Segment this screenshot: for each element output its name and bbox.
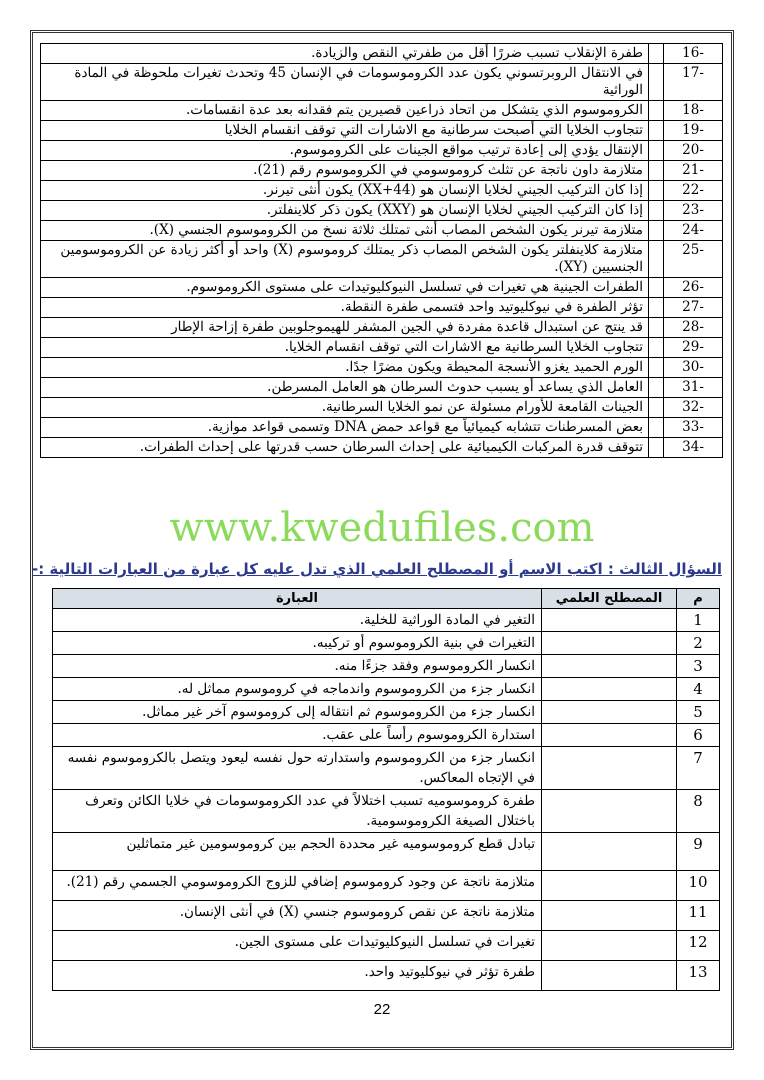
statement-text: انكسار الكروموسوم وفقد جزءًا منه. — [53, 655, 542, 678]
row-number: -21 — [664, 161, 723, 181]
answer-cell[interactable] — [649, 64, 664, 101]
statement-text: تبادل قطع كروموسوميه غير محددة الحجم بين كروموسومين غير متماثلين — [53, 833, 542, 871]
table-row — [41, 318, 723, 338]
statement-text: بعض المسرطنات تتشابه كيميائياً مع قواعد حمض DNA وتسمى قواعد موازية. — [41, 418, 649, 438]
table-row — [41, 121, 723, 141]
header-term: المصطلح العلمي — [542, 589, 677, 609]
row-number: -17 — [664, 64, 723, 101]
answer-cell[interactable] — [649, 318, 664, 338]
row-number: -30 — [664, 358, 723, 378]
row-number: -29 — [664, 338, 723, 358]
row-number: -25 — [664, 241, 723, 278]
term-answer-cell[interactable] — [542, 871, 677, 901]
statement-text: الإنتقال يؤدي إلى إعادة ترتيب مواقع الجينات على الكروموسوم. — [41, 141, 649, 161]
row-number: -27 — [664, 298, 723, 318]
table-row — [53, 632, 720, 655]
table-row — [53, 724, 720, 747]
term-answer-cell[interactable] — [542, 931, 677, 961]
statement-text: تغيرات في تسلسل النيوكليوتيدات على مستوى الجين. — [53, 931, 542, 961]
term-answer-cell[interactable] — [542, 724, 677, 747]
table-row — [41, 378, 723, 398]
statement-text: استدارة الكروموسوم رأساً على عقب. — [53, 724, 542, 747]
statement-text: تتوقف قدرة المركبات الكيميائية على إحداث السرطان حسب قدرتها على إحداث الطفرات. — [41, 438, 649, 458]
statement-text: الجينات القامعة للأورام مسئولة عن نمو الخلايا السرطانية. — [41, 398, 649, 418]
answer-cell[interactable] — [649, 418, 664, 438]
table-row — [53, 747, 720, 790]
table-row — [41, 278, 723, 298]
row-number: -24 — [664, 221, 723, 241]
answer-cell[interactable] — [649, 161, 664, 181]
table-row — [41, 101, 723, 121]
term-answer-cell[interactable] — [542, 655, 677, 678]
answer-cell[interactable] — [649, 298, 664, 318]
row-number: -22 — [664, 181, 723, 201]
row-number: -18 — [664, 101, 723, 121]
table-row — [41, 338, 723, 358]
statement-text: في الانتقال الروبرتسوني يكون عدد الكروموسومات في الإنسان 45 وتحدث تغيرات ملحوظة في المادة الوراثية — [41, 64, 649, 101]
statement-text: العامل الذي يساعد أو يسبب حدوث السرطان هو العامل المسرطن. — [41, 378, 649, 398]
row-number: -23 — [664, 201, 723, 221]
term-answer-cell[interactable] — [542, 833, 677, 871]
table-row — [53, 609, 720, 632]
row-number: 4 — [677, 678, 720, 701]
answer-cell[interactable] — [649, 181, 664, 201]
table-header-row — [53, 589, 720, 609]
section-title: السؤال الثالث : اكتب الاسم أو المصطلح العلمي الذي تدل عليه كل عبارة من العبارات التالية :- — [31, 560, 722, 578]
table-row — [41, 398, 723, 418]
row-number: 13 — [677, 961, 720, 991]
term-answer-cell[interactable] — [542, 678, 677, 701]
row-number: 5 — [677, 701, 720, 724]
row-number: 10 — [677, 871, 720, 901]
answer-cell[interactable] — [649, 438, 664, 458]
row-number: 3 — [677, 655, 720, 678]
table-row — [53, 961, 720, 991]
table-row — [41, 44, 723, 64]
table-row — [41, 438, 723, 458]
row-number: -19 — [664, 121, 723, 141]
statement-text: تتجاوب الخلايا التي أصبحت سرطانية مع الاشارات التي توقف انقسام الخلايا — [41, 121, 649, 141]
table-row — [41, 241, 723, 278]
header-statement: العبارة — [53, 589, 542, 609]
statement-text: طفرة الإنقلاب تسبب ضررًا أقل من طفرتي النقص والزيادة. — [41, 44, 649, 64]
row-number: -33 — [664, 418, 723, 438]
row-number: 7 — [677, 747, 720, 790]
table-row — [41, 358, 723, 378]
statement-text: متلازمة ناتجة عن نقص كروموسوم جنسي (X) في أنثى الإنسان. — [53, 901, 542, 931]
row-number: -16 — [664, 44, 723, 64]
statement-text: انكسار جزء من الكروموسوم ثم انتقاله إلى كروموسوم آخر غير مماثل. — [53, 701, 542, 724]
term-answer-cell[interactable] — [542, 632, 677, 655]
answer-cell[interactable] — [649, 241, 664, 278]
term-answer-cell[interactable] — [542, 901, 677, 931]
statement-text: تتجاوب الخلايا السرطانية مع الاشارات التي توقف انقسام الخلايا. — [41, 338, 649, 358]
row-number: 1 — [677, 609, 720, 632]
row-number: -20 — [664, 141, 723, 161]
statement-text: الورم الحميد يغزو الأنسجة المحيطة ويكون مضرًا جدًا. — [41, 358, 649, 378]
statement-text: إذا كان التركيب الجيني لخلايا الإنسان هو (XX+44) يكون أنثى تيرنر. — [41, 181, 649, 201]
table-row — [53, 931, 720, 961]
answer-cell[interactable] — [649, 221, 664, 241]
row-number: 6 — [677, 724, 720, 747]
table-row — [41, 221, 723, 241]
row-number: -34 — [664, 438, 723, 458]
statement-text: التغير في المادة الوراثية للخلية. — [53, 609, 542, 632]
answer-cell[interactable] — [649, 378, 664, 398]
table-row — [53, 790, 720, 833]
table-row — [41, 141, 723, 161]
statement-text: تؤثر الطفرة في نيوكليوتيد واحد فتسمى طفرة النقطة. — [41, 298, 649, 318]
row-number: 2 — [677, 632, 720, 655]
statement-text: الطفرات الجينية هي تغيرات في تسلسل النيوكليوتيدات على مستوى الكروموسوم. — [41, 278, 649, 298]
page-number: 22 — [373, 1001, 391, 1018]
statement-text: قد ينتج عن استبدال قاعدة مفردة في الجين المشفر للهيموجلوبين طفرة إزاحة الإطار — [41, 318, 649, 338]
answer-cell[interactable] — [649, 398, 664, 418]
table-row — [53, 871, 720, 901]
row-number: -28 — [664, 318, 723, 338]
statement-text: انكسار جزء من الكروموسوم واستدارته حول نفسه ليعود ويتصل بالكروموسوم نفسه في الإتجاه المعاكس. — [53, 747, 542, 790]
table-row — [41, 201, 723, 221]
row-number: 8 — [677, 790, 720, 833]
answer-cell[interactable] — [649, 358, 664, 378]
answer-cell[interactable] — [649, 101, 664, 121]
statement-text: متلازمة كلاينفلتر يكون الشخص المصاب ذكر يمتلك كروموسوم (X) واحد أو أكثر زيادة عن الكروموسومين الجنسيين (XY). — [41, 241, 649, 278]
answer-cell[interactable] — [649, 121, 664, 141]
true-false-table — [40, 43, 723, 458]
answer-cell[interactable] — [649, 338, 664, 358]
table-row — [53, 901, 720, 931]
statement-text: متلازمة تيرنر يكون الشخص المصاب أنثى تمتلك ثلاثة نسخ من الكروموسوم الجنسي (X). — [41, 221, 649, 241]
row-number: -26 — [664, 278, 723, 298]
table-row — [53, 833, 720, 871]
statement-text: متلازمة ناتجة عن وجود كروموسوم إضافي للزوج الكروموسومي الجسمي رقم (21). — [53, 871, 542, 901]
statement-text: التغيرات في بنية الكروموسوم أو تركيبه. — [53, 632, 542, 655]
row-number: -31 — [664, 378, 723, 398]
terms-table — [52, 588, 720, 991]
term-answer-cell[interactable] — [542, 701, 677, 724]
row-number: 11 — [677, 901, 720, 931]
term-answer-cell[interactable] — [542, 790, 677, 833]
watermark: www.kwedufiles.com — [169, 505, 595, 551]
table-row — [41, 181, 723, 201]
table-row — [41, 161, 723, 181]
term-answer-cell[interactable] — [542, 961, 677, 991]
term-answer-cell[interactable] — [542, 747, 677, 790]
statement-text: متلازمة داون ناتجة عن تثلث كروموسومي في الكروموسوم رقم (21). — [41, 161, 649, 181]
row-number: 12 — [677, 931, 720, 961]
table-row — [53, 678, 720, 701]
answer-cell[interactable] — [649, 278, 664, 298]
row-number: 9 — [677, 833, 720, 871]
header-num: م — [677, 589, 720, 609]
statement-text: طفرة تؤثر في نيوكليوتيد واحد. — [53, 961, 542, 991]
answer-cell[interactable] — [649, 44, 664, 64]
table-row — [41, 298, 723, 318]
statement-text: الكروموسوم الذي يتشكل من اتحاد ذراعين قصيرين يتم فقدانه بعد عدة انقسامات. — [41, 101, 649, 121]
statement-text: إذا كان التركيب الجيني لخلايا الإنسان هو (XXY) يكون ذكر كلاينفلتر. — [41, 201, 649, 221]
statement-text: طفرة كروموسوميه تسبب اختلالاً في عدد الكروموسومات في خلايا الكائن وتعرف باختلال الصيغة الكروموسومية. — [53, 790, 542, 833]
answer-cell[interactable] — [649, 201, 664, 221]
answer-cell[interactable] — [649, 141, 664, 161]
table-row — [41, 64, 723, 101]
statement-text: انكسار جزء من الكروموسوم واندماجه في كروموسوم مماثل له. — [53, 678, 542, 701]
row-number: -32 — [664, 398, 723, 418]
table-row — [53, 701, 720, 724]
term-answer-cell[interactable] — [542, 609, 677, 632]
table-row — [53, 655, 720, 678]
table-row — [41, 418, 723, 438]
